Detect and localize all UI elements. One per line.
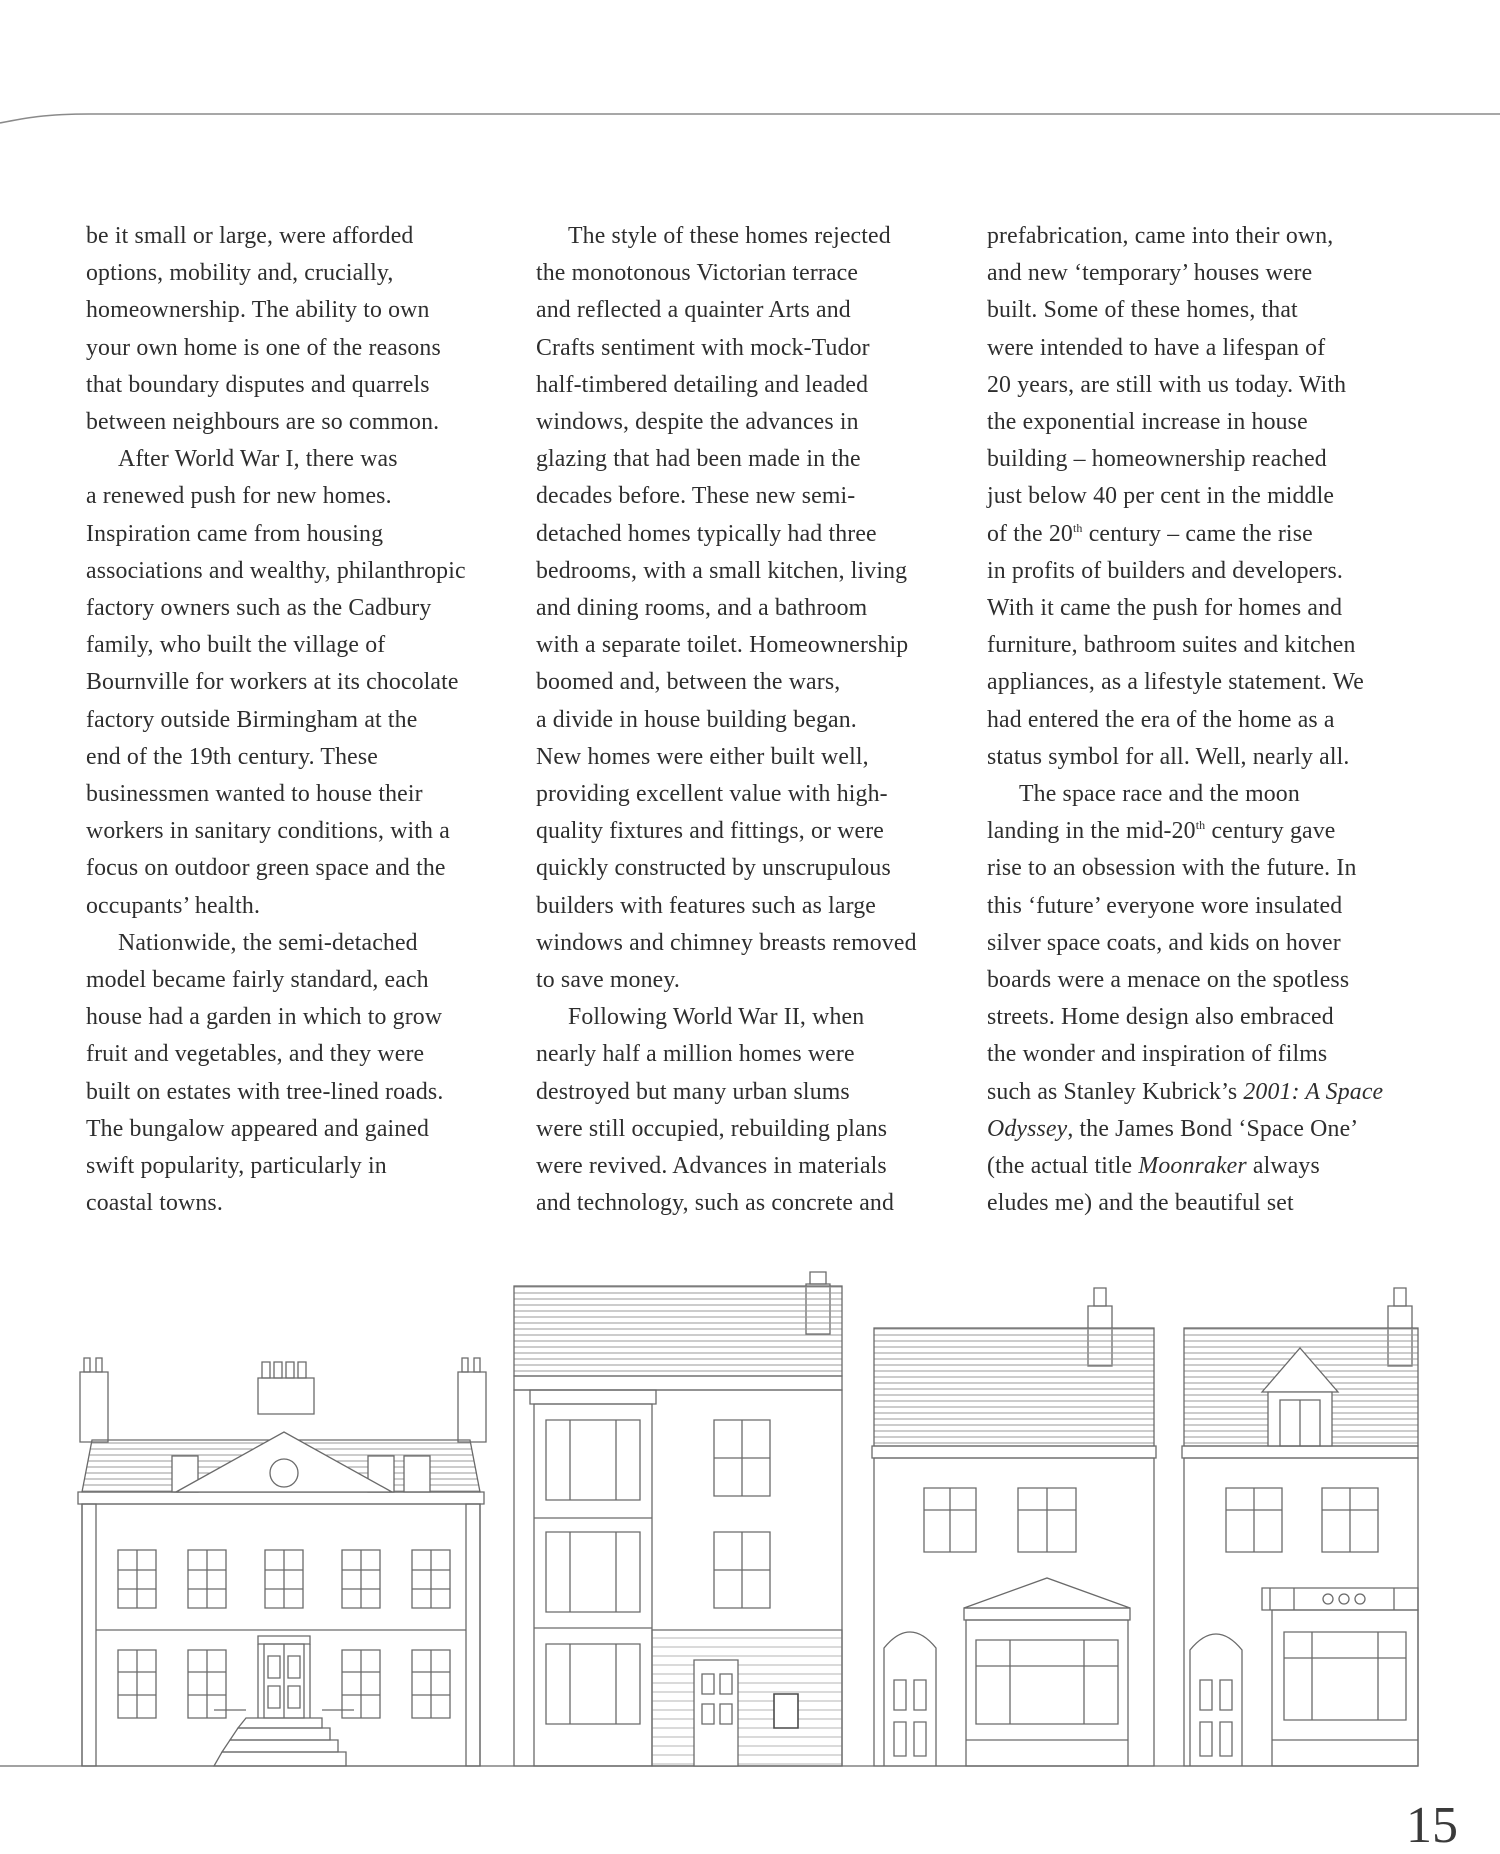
- text-line: and reflected a quainter Arts and: [536, 297, 851, 324]
- text-line: Odyssey, the James Bond ‘Space One’: [987, 1115, 1359, 1142]
- text-line: businessmen wanted to house their: [86, 781, 423, 808]
- paragraph: [987, 776, 1417, 1222]
- text-line: a divide in house building began.: [536, 706, 857, 733]
- text-line: quickly constructed by unscrupulous: [536, 855, 891, 882]
- text-line: glazing that had been made in the: [536, 446, 861, 473]
- georgian-house-drawing: [78, 1358, 486, 1766]
- text-line: silver space coats, and kids on hover: [987, 929, 1341, 956]
- text-line: With it came the push for homes and: [987, 595, 1343, 622]
- text-line: boards were a menace on the spotless: [987, 967, 1350, 994]
- text-line: factory owners such as the Cadbury: [86, 595, 432, 622]
- text-line: were intended to have a lifespan of: [987, 334, 1326, 361]
- paragraph: [536, 218, 966, 999]
- text-line: in profits of builders and developers.: [987, 557, 1343, 584]
- page-number: 15: [1406, 1797, 1458, 1854]
- text-line: and new ‘temporary’ houses were: [987, 260, 1313, 287]
- text-line: the wonder and inspiration of films: [987, 1041, 1328, 1068]
- text-line: furniture, bathroom suites and kitchen: [987, 632, 1356, 659]
- text-line: built on estates with tree-lined roads.: [86, 1078, 444, 1105]
- text-line: boomed and, between the wars,: [536, 669, 841, 696]
- text-line: destroyed but many urban slums: [536, 1078, 850, 1105]
- text-line: options, mobility and, crucially,: [86, 260, 394, 287]
- text-line: Bournville for workers at its chocolate: [86, 669, 459, 696]
- text-column-2: [536, 218, 966, 1222]
- text-line: model became fairly standard, each: [86, 967, 429, 994]
- text-line: be it small or large, were afforded: [86, 223, 414, 249]
- text-line: and technology, such as concrete and: [536, 1190, 895, 1217]
- text-line: 20 years, are still with us today. With: [987, 371, 1347, 398]
- text-line: to save money.: [536, 967, 680, 994]
- text-line: building – homeownership reached: [987, 446, 1327, 473]
- text-line: prefabrication, came into their own,: [987, 223, 1334, 249]
- text-line: that boundary disputes and quarrels: [86, 371, 430, 398]
- text-line: detached homes typically had three: [536, 520, 877, 547]
- text-line: your own home is one of the reasons: [86, 334, 441, 361]
- text-line: had entered the era of the home as a: [987, 706, 1335, 733]
- text-line: the monotonous Victorian terrace: [536, 260, 859, 287]
- text-line: factory outside Birmingham at the: [86, 706, 418, 733]
- text-line: landing in the mid-20th century gave: [987, 818, 1336, 845]
- paragraph: [86, 441, 516, 925]
- text-line: homeownership. The ability to own: [86, 297, 430, 324]
- paragraph: [987, 218, 1417, 776]
- text-line: Crafts sentiment with mock-Tudor: [536, 334, 870, 361]
- semi-detached-house-drawing: [872, 1288, 1156, 1766]
- text-line: swift popularity, particularly in: [86, 1153, 387, 1180]
- text-column-3: [987, 218, 1417, 1222]
- text-line: with a separate toilet. Homeownership: [536, 632, 909, 659]
- text-line: builders with features such as large: [536, 892, 876, 919]
- text-line: nearly half a million homes were: [536, 1041, 855, 1068]
- text-line: were still occupied, rebuilding plans: [536, 1115, 888, 1142]
- text-line: rise to an obsession with the future. In: [987, 855, 1357, 882]
- text-line: focus on outdoor green space and the: [86, 855, 446, 882]
- text-line: family, who built the village of: [86, 632, 386, 659]
- text-line: appliances, as a lifestyle statement. We: [987, 669, 1364, 696]
- text-column-1: [86, 218, 516, 1222]
- text-line: streets. Home design also embraced: [987, 1004, 1334, 1031]
- text-line: providing excellent value with high-: [536, 781, 888, 808]
- dormer-house-drawing: [1182, 1288, 1418, 1766]
- text-line: between neighbours are so common.: [86, 409, 440, 436]
- text-line: were revived. Advances in materials: [536, 1153, 887, 1180]
- text-line: Nationwide, the semi-detached: [118, 929, 418, 956]
- text-line: just below 40 per cent in the middle: [987, 483, 1335, 510]
- text-line: house had a garden in which to grow: [86, 1004, 443, 1031]
- text-line: built. Some of these homes, that: [987, 297, 1298, 324]
- text-line: windows, despite the advances in: [536, 409, 859, 436]
- text-line: decades before. These new semi-: [536, 483, 856, 510]
- text-line: The bungalow appeared and gained: [86, 1115, 430, 1142]
- text-line: such as Stanley Kubrick’s 2001: A Space: [987, 1078, 1384, 1105]
- text-line: The style of these homes rejected: [568, 223, 891, 249]
- text-line: status symbol for all. Well, nearly all.: [987, 743, 1350, 770]
- text-line: quality fixtures and fittings, or were: [536, 818, 885, 845]
- text-line: this ‘future’ everyone wore insulated: [987, 892, 1343, 919]
- terrace-house-drawing: [514, 1272, 842, 1766]
- text-line: half-timbered detailing and leaded: [536, 371, 869, 398]
- paragraph: [536, 999, 966, 1222]
- text-line: the exponential increase in house: [987, 409, 1308, 436]
- text-line: After World War I, there was: [118, 446, 398, 473]
- text-line: The space race and the moon: [1019, 781, 1300, 808]
- text-line: occupants’ health.: [86, 892, 261, 919]
- article-body: [86, 218, 1416, 1238]
- text-line: fruit and vegetables, and they were: [86, 1041, 425, 1068]
- houses-illustration: [0, 1270, 1500, 1780]
- text-line: workers in sanitary conditions, with a: [86, 818, 450, 845]
- paragraph: [86, 925, 516, 1223]
- text-line: bedrooms, with a small kitchen, living: [536, 557, 908, 584]
- header-rule: [0, 0, 1500, 130]
- text-line: of the 20th century – came the rise: [987, 520, 1313, 547]
- text-line: windows and chimney breasts removed: [536, 929, 917, 956]
- text-line: Inspiration came from housing: [86, 520, 384, 547]
- text-line: and dining rooms, and a bathroom: [536, 595, 868, 622]
- text-line: Following World War II, when: [568, 1004, 865, 1031]
- text-line: coastal towns.: [86, 1190, 223, 1217]
- paragraph: [86, 218, 516, 441]
- text-line: associations and wealthy, philanthropic: [86, 557, 466, 584]
- text-line: eludes me) and the beautiful set: [987, 1190, 1294, 1217]
- text-line: end of the 19th century. These: [86, 743, 378, 770]
- text-line: a renewed push for new homes.: [86, 483, 392, 510]
- text-line: (the actual title Moonraker always: [987, 1153, 1320, 1180]
- text-line: New homes were either built well,: [536, 743, 869, 770]
